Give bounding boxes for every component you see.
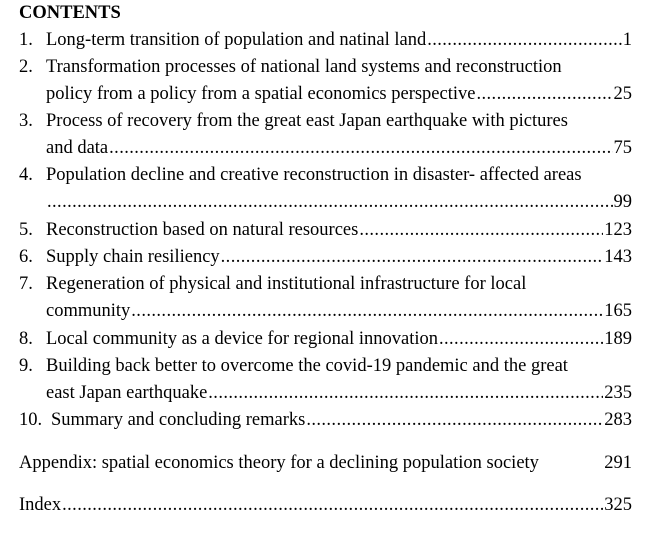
entry-number: 1. — [19, 30, 33, 50]
entry-title-continued: community — [46, 301, 131, 321]
toc-entry-3-continued[interactable] — [0, 137, 651, 159]
toc-entry-5[interactable] — [0, 219, 651, 241]
appendix-title: Appendix: spatial economics theory for a declining population society — [19, 453, 539, 473]
entry-page-number: 75 — [613, 138, 632, 158]
index-title: Index — [19, 495, 62, 515]
toc-entry-9-continued[interactable] — [0, 382, 651, 404]
entry-title: Process of recovery from the great east Japan earthquake with pictures — [46, 111, 568, 131]
entry-number: 5. — [19, 220, 33, 240]
entry-page-number: 165 — [604, 301, 632, 321]
appendix-page-number: 291 — [604, 453, 632, 473]
entry-number: 3. — [19, 111, 33, 131]
entry-title: Building back better to overcome the covid-19 pandemic and the great — [46, 356, 568, 376]
toc-entry-1[interactable] — [0, 29, 651, 51]
toc-entry-10[interactable] — [0, 409, 651, 431]
entry-title-continued: east Japan earthquake — [46, 383, 208, 403]
dot-leader — [62, 494, 603, 516]
entry-page-number: 189 — [604, 329, 632, 349]
index-page-number: 325 — [604, 495, 632, 515]
entry-title: Regeneration of physical and institutional infrastructure for local — [46, 274, 527, 294]
dot-leader — [221, 246, 604, 268]
entry-title: Reconstruction based on natural resources — [46, 220, 359, 240]
entry-page-number: 143 — [604, 247, 632, 267]
entry-page-number: 99 — [613, 192, 632, 212]
entry-title-continued: policy from a policy from a spatial economics perspective — [46, 84, 476, 104]
toc-entry-2-continued[interactable] — [0, 83, 651, 105]
entry-page-number: 283 — [604, 410, 632, 430]
entry-number: 4. — [19, 165, 33, 185]
entry-number: 8. — [19, 329, 33, 349]
toc-entry-4-continued[interactable] — [0, 191, 651, 213]
dot-leader — [359, 219, 603, 241]
entry-title-continued: and data — [46, 138, 109, 158]
entry-title: Local community as a device for regional innovation — [46, 329, 438, 349]
toc-entry-4[interactable] — [0, 164, 651, 186]
dot-leader — [306, 409, 603, 431]
dot-leader — [439, 328, 603, 350]
toc-entry-2[interactable] — [0, 56, 651, 78]
toc-entry-6[interactable] — [0, 246, 651, 268]
entry-title: Transformation processes of national land systems and reconstruction — [46, 57, 562, 77]
toc-entry-7[interactable] — [0, 273, 651, 295]
entry-number: 7. — [19, 274, 33, 294]
dot-leader — [47, 191, 613, 213]
entry-page-number: 25 — [613, 84, 632, 104]
toc-index[interactable] — [0, 494, 651, 516]
toc-entry-7-continued[interactable] — [0, 300, 651, 322]
entry-page-number: 123 — [604, 220, 632, 240]
toc-entry-8[interactable] — [0, 328, 651, 350]
entry-number: 10. — [19, 410, 43, 430]
dot-leader — [109, 137, 612, 159]
dot-leader — [476, 83, 612, 105]
contents-heading: CONTENTS — [19, 3, 121, 23]
dot-leader — [131, 300, 603, 322]
entry-title: Long-term transition of population and natinal land — [46, 30, 427, 50]
dot-leader — [427, 29, 622, 51]
entry-number: 6. — [19, 247, 33, 267]
dot-leader — [208, 382, 603, 404]
entry-title: Supply chain resiliency — [46, 247, 220, 267]
entry-page-number: 235 — [604, 383, 632, 403]
toc-appendix[interactable] — [0, 452, 651, 474]
entry-number: 9. — [19, 356, 33, 376]
toc-entry-3[interactable] — [0, 110, 651, 132]
entry-page-number: 1 — [622, 30, 632, 50]
toc-entry-9[interactable] — [0, 355, 651, 377]
entry-number: 2. — [19, 57, 33, 77]
entry-title: Summary and concluding remarks — [51, 410, 306, 430]
entry-title: Population decline and creative reconstruction in disaster- affected areas — [46, 165, 582, 185]
